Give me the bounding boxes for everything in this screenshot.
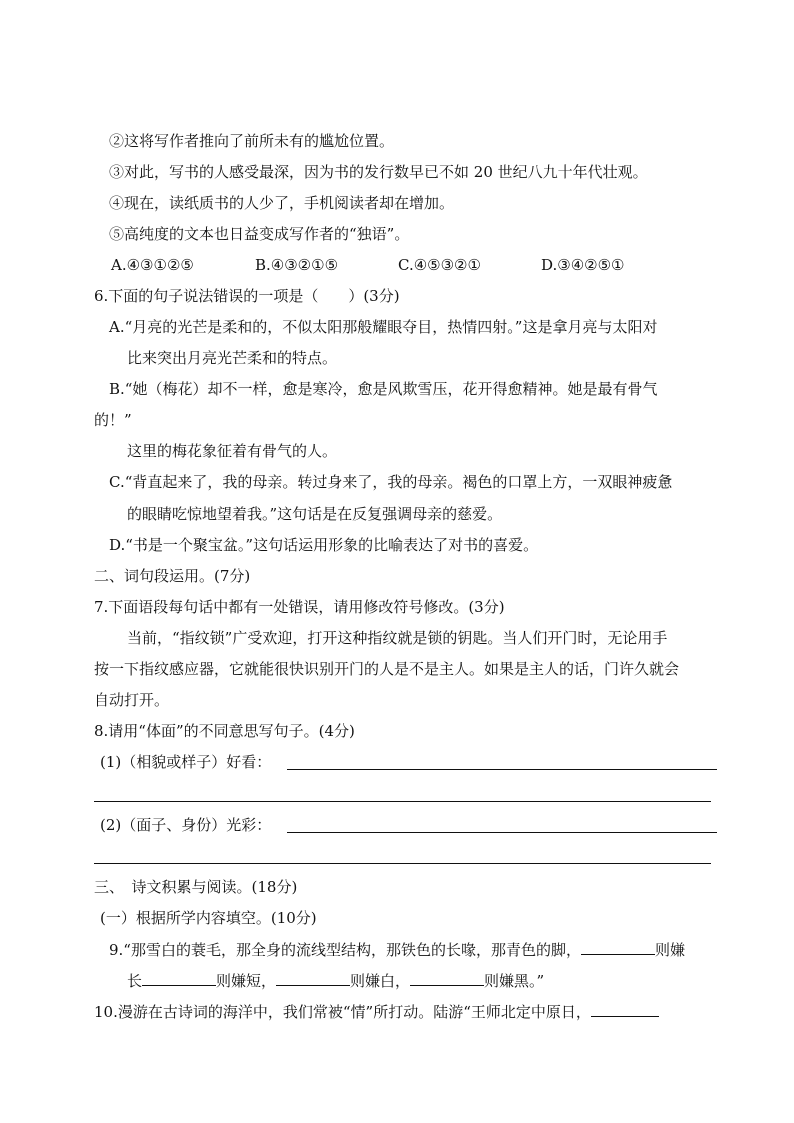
- q5-item-5: ⑤高纯度的文本也日益变成写作者的“独语”。: [109, 225, 410, 243]
- section-3-heading: 三、 诗文积累与阅读。(18分): [94, 878, 298, 896]
- q5-item-4: ④现在，读纸质书的人少了，手机阅读者却在增加。: [109, 194, 455, 212]
- q9-line1-text: 9.“那雪白的蓑毛，那全身的流线型结构，那铁色的长喙，那青色的脚，: [109, 941, 581, 959]
- q6-option-d: D.“书是一个聚宝盆。”这句话运用形象的比喻表达了对书的喜爱。: [109, 536, 539, 554]
- q10-blank-1[interactable]: [591, 1001, 659, 1017]
- q9-line2-white: 则嫌白，: [350, 972, 411, 990]
- q6-stem: 6.下面的句子说法错误的一项是（ ）(3分): [94, 287, 400, 305]
- q8-sub1-answer-line-2[interactable]: [94, 801, 711, 802]
- q5-option-d: D.③④②⑤①: [541, 256, 625, 274]
- section-3-part-1-heading: (一）根据所学内容填空。(10分): [100, 909, 317, 927]
- q7-paragraph-line1: 当前，“指纹锁”广受欢迎，打开这种指纹就是锁的钥匙。当人们开门时，无论用手: [127, 629, 668, 647]
- q5-item-2: ②这将写作者推向了前所未有的尴尬位置。: [109, 132, 395, 150]
- q9-line2-lead: 长: [127, 972, 143, 990]
- q8-sub2-answer-line-2[interactable]: [94, 863, 711, 864]
- q8-sub1-label: (1)（相貌或样子）好看：: [100, 753, 272, 771]
- q8-sub1-answer-line-1[interactable]: [287, 769, 717, 770]
- q5-item-3: ③对此，写书的人感受最深，因为书的发行数早已不如 20 世纪八九十年代壮观。: [109, 163, 648, 181]
- q9-line2-black: 则嫌黑。”: [484, 972, 545, 990]
- q6-option-a-line2: 比来突出月亮光芒柔和的特点。: [127, 349, 338, 367]
- q8-stem: 8.请用“体面”的不同意思写句子。(4分): [94, 722, 355, 740]
- section-2-heading: 二、词句段运用。(7分): [94, 567, 251, 585]
- q9-blank-3[interactable]: [276, 970, 350, 986]
- q7-paragraph-line3: 自动打开。: [94, 691, 170, 709]
- q5-option-a: A.④③①②⑤: [111, 256, 194, 274]
- q9-blank-4[interactable]: [410, 970, 484, 986]
- q9-line1-tail: 则嫌: [654, 941, 685, 959]
- q6-option-c-line1: C.“背直起来了，我的母亲。转过身来了，我的母亲。褐色的口罩上方，一双眼神疲惫: [109, 473, 673, 491]
- q9-line1: [109, 939, 685, 960]
- q9-blank-2[interactable]: [142, 970, 216, 986]
- q7-paragraph-line2: 按一下指纹感应器，它就能很快识别开门的人是不是主人。如果是主人的话，门许久就会: [94, 660, 680, 678]
- q10-text: 10.漫游在古诗词的海洋中，我们常被“情”所打动。陆游“王师北定中原日，: [94, 1003, 591, 1021]
- q10-line1: [94, 1001, 659, 1022]
- q5-option-b: B.④③②①⑤: [255, 256, 339, 274]
- q6-option-c-line2: 的眼睛吃惊地望着我。”这句话是在反复强调母亲的慈爱。: [127, 505, 503, 523]
- q8-sub2-answer-line-1[interactable]: [287, 832, 717, 833]
- q6-option-b-line1: B.“她（梅花）却不一样，愈是寒冷，愈是风欺雪压，花开得愈精神。她是最有骨气: [109, 380, 658, 398]
- q6-option-b-line3: 这里的梅花象征着有骨气的人。: [127, 442, 338, 460]
- q9-blank-1[interactable]: [581, 939, 655, 955]
- q8-sub2-label: (2)（面子、身份）光彩：: [100, 816, 272, 834]
- q9-line2: [127, 970, 544, 991]
- q5-option-c: C.④⑤③②①: [398, 256, 481, 274]
- q6-option-a-line1: A.“月亮的光芒是柔和的，不似太阳那般耀眼夺目，热情四射。”这是拿月亮与太阳对: [109, 318, 658, 336]
- q7-stem: 7.下面语段每句话中都有一处错误，请用修改符号修改。(3分): [94, 598, 505, 616]
- q6-option-b-line2: 的！”: [94, 411, 132, 429]
- q9-line2-short: 则嫌短，: [216, 972, 277, 990]
